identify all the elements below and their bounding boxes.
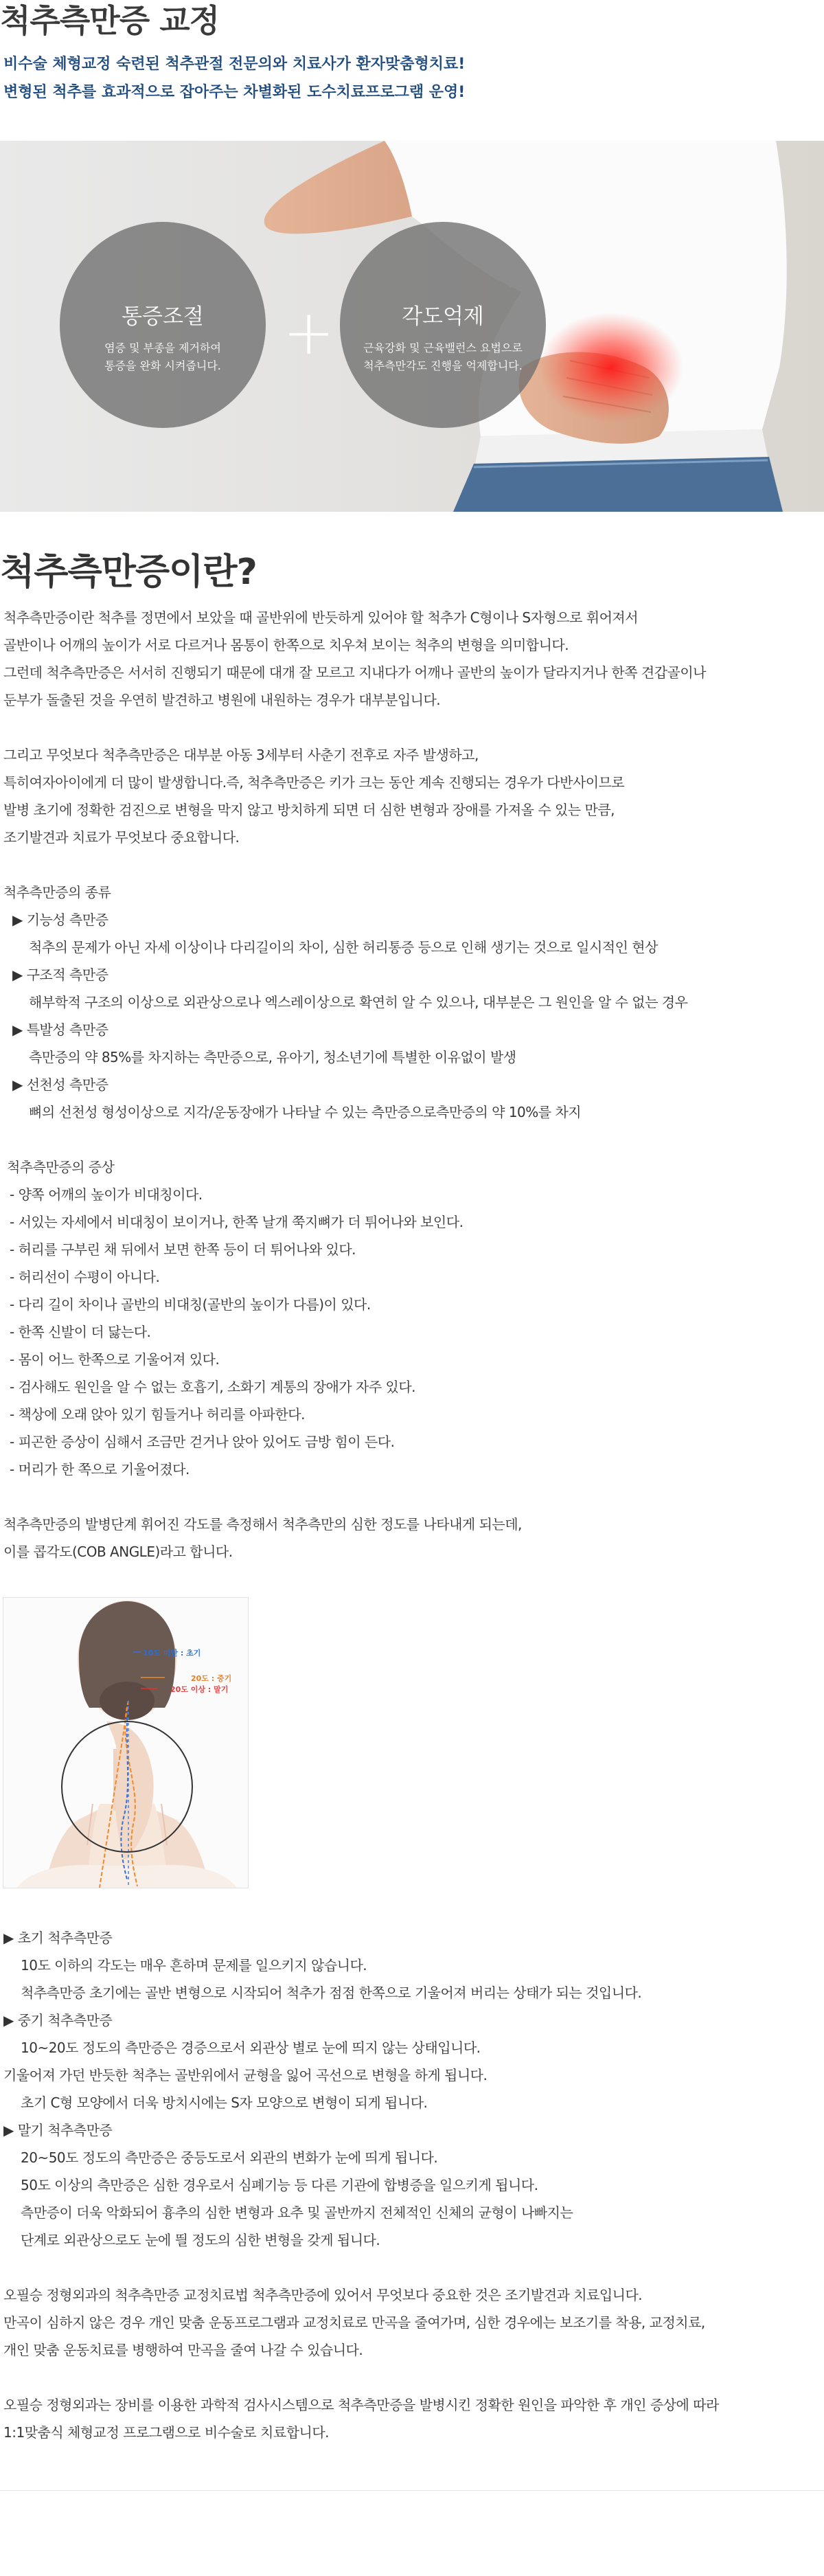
stage-name: ▶ 말기 척추측만증 <box>3 2122 113 2138</box>
type-desc: 해부학적 구조의 이상으로 외관상으로나 엑스레이상으로 확연히 알 수 있으나, 대부분은 그 원인을 알 수 없는 경우 <box>29 994 688 1010</box>
stage-line: 단계로 외관상으로도 눈에 띌 정도의 심한 변형을 갖게 됩니다. <box>21 2232 380 2248</box>
angle-control-title: 각도억제 <box>402 304 484 329</box>
symptom-item: - 검사해도 원인을 알 수 없는 호흡기, 소화기 계통의 장애가 자주 있다. <box>10 1379 416 1395</box>
page-title: 척추측만증 교정 <box>0 2 220 39</box>
spine-illustration <box>3 1598 248 1888</box>
stage-line: 10~20도 정도의 측만증은 경증으로서 외관상 별로 눈에 띄지 않는 상태입니다. <box>21 2040 481 2056</box>
text-line: 이를 콥각도(COB ANGLE)라고 합니다. <box>3 1544 233 1560</box>
text-line: 발병 초기에 정확한 검진으로 변형을 막지 않고 방치하게 되면 더 심한 변형과 장애를 가져올 수 있는 만큼, <box>3 802 615 818</box>
stage-line: 척추측만증 초기에는 골반 변형으로 시작되어 척추가 점점 한쪽으로 기울어져 버리는 상태가 되는 것입니다. <box>21 1985 642 2001</box>
angle-control-circle <box>340 222 546 428</box>
hero-banner <box>0 141 824 512</box>
pain-control-circle <box>60 222 266 428</box>
closing-line: 개인 맞춤 운동치료를 병행하여 만곡을 줄여 나갈 수 있습니다. <box>3 2342 363 2358</box>
text-line: 특히여자아이에게 더 많이 발생합니다.즉, 척추측만증은 키가 크는 동안 계속 진행되는 경우가 다반사이므로 <box>3 774 625 791</box>
stage-line: 초기 C형 모양에서 더욱 방치시에는 S자 모양으로 변형이 되게 됩니다. <box>21 2094 428 2111</box>
type-name: ▶ 구조적 측만증 <box>12 967 108 983</box>
type-name: ▶ 특발성 측만증 <box>12 1021 108 1038</box>
text-line: 척추측만증의 발병단계 휘어진 각도를 측정해서 척추측만의 심한 정도를 나타내게 되는데, <box>3 1516 522 1533</box>
text-line: 둔부가 돌출된 것을 우연히 발견하고 병원에 내원하는 경우가 대부분입니다. <box>3 692 441 708</box>
closing-line: 오필승 정형외과의 척추측만증 교정치료법 척추측만증에 있어서 무엇보다 중요한 것은 조기발견과 치료입니다. <box>3 2287 643 2303</box>
symptom-item: - 책상에 오래 앉아 있기 힘들거나 허리를 아파한다. <box>10 1406 305 1423</box>
type-name: ▶ 기능성 측만증 <box>12 912 108 928</box>
type-desc: 측만증의 약 85%를 차지하는 측만증으로, 유아기, 청소년기에 특별한 이유없이 발생 <box>29 1049 516 1065</box>
types-heading: 척추측만증의 종류 <box>3 884 111 901</box>
stage-line: 20~50도 정도의 측만증은 중등도로서 외관의 변화가 눈에 띄게 됩니다. <box>21 2149 438 2166</box>
text-line: 척추측만증이란 척추를 정면에서 보았을 때 골반위에 반듯하게 있어야 할 척추가 C형이나 S자형으로 휘어져서 <box>3 609 639 626</box>
closing-line: 만곡이 심하지 않은 경우 개인 맞춤 운동프로그램과 교정치료로 만곡을 줄여가며, 심한 경우에는 보조기를 착용, 교정치료, <box>3 2314 705 2331</box>
symptom-item: - 허리선이 수평이 아니다. <box>10 1269 160 1285</box>
symptoms-heading: 척추측만증의 증상 <box>7 1159 115 1175</box>
stage-line: 측만증이 더욱 악화되어 흉추의 심한 변형과 요추 및 골반까지 전체적인 신체의 균형이 나빠지는 <box>21 2204 573 2221</box>
stage-name: ▶ 중기 척추측만증 <box>3 2012 113 2029</box>
symptom-item: - 서있는 자세에서 비대칭이 보이거나, 한쪽 날개 쭉지뼈가 더 튀어나와 보인다. <box>10 1214 464 1230</box>
symptom-item: - 양쪽 어깨의 높이가 비대칭이다. <box>10 1186 203 1203</box>
text-line: 골반이나 어깨의 높이가 서로 다르거나 몸통이 한쪽으로 치우쳐 보이는 척추의 변형을 의미합니다. <box>3 637 569 653</box>
intro-line-2: 변형된 척추를 효과적으로 잡아주는 차별화된 도수치료프로그램 운영! <box>3 84 466 101</box>
intro-line-1: 비수술 체형교정 숙련된 척추관절 전문의와 치료사가 환자맞춤형치료! <box>3 56 466 73</box>
stage-name: ▶ 초기 척추측만증 <box>3 1930 113 1946</box>
type-desc: 척추의 문제가 아닌 자세 이상이나 다리길이의 차이, 심한 허리통증 등으로 인해 생기는 것으로 일시적인 현상 <box>29 939 658 956</box>
text-line: 그런데 척추측만증은 서서히 진행되기 때문에 대개 잘 모르고 지내다가 어깨나 골반의 높이가 달라지거나 한쪽 견갑골이나 <box>3 664 707 681</box>
cob-angle-figure <box>3 1597 249 1888</box>
symptom-item: - 머리가 한 쪽으로 기울어졌다. <box>10 1461 190 1478</box>
symptom-item: - 피곤한 증상이 심해서 조금만 걷거나 앉아 있어도 금방 힘이 든다. <box>10 1434 395 1450</box>
closing-line: 오필승 정형외과는 장비를 이용한 과학적 검사시스템으로 척추측만증을 발병시킨 정확한 원인을 파악한 후 개인 증상에 따라 <box>3 2397 719 2413</box>
symptom-item: - 한쪽 신발이 더 닳는다. <box>10 1324 151 1340</box>
stage-label-early: 10도 미만 : 초기 <box>143 1649 201 1658</box>
stage-line: 50도 이상의 측만증은 심한 경우로서 심폐기능 등 다른 기관에 합병증을 일으키게 됩니다. <box>21 2177 538 2193</box>
type-name: ▶ 선천성 측만증 <box>12 1076 108 1093</box>
type-desc: 뼈의 선천성 형성이상으로 지각/운동장애가 나타날 수 있는 측만증으로측만증의 약 10%를 차지 <box>29 1104 582 1120</box>
pain-control-desc: 염증 및 부종을 제거하여 통증을 완화 시켜줍니다. <box>104 341 221 372</box>
stage-line: 10도 이하의 각도는 매우 흔하며 문제를 일으키지 않습니다. <box>21 1957 367 1974</box>
symptom-item: - 허리를 구부린 채 뒤에서 보면 한쪽 등이 더 튀어나와 있다. <box>10 1241 356 1258</box>
stage-line: 기울어져 가던 반듯한 척추는 골반위에서 균형을 잃어 곡선으로 변형을 하게 됩니다. <box>3 2067 488 2083</box>
stage-label-late: 20도 이상 : 말기 <box>170 1685 229 1694</box>
closing-line: 1:1맞춤식 체형교정 프로그램으로 비수술로 치료합니다. <box>3 2424 330 2441</box>
symptom-item: - 몸이 어느 한쪽으로 기울어져 있다. <box>10 1351 220 1368</box>
symptom-item: - 다리 길이 차이나 골반의 비대칭(골반의 높이가 다름)이 있다. <box>10 1296 371 1313</box>
text-line: 그리고 무엇보다 척추측만증은 대부분 아동 3세부터 사춘기 전후로 자주 발생하고, <box>3 747 479 763</box>
footer-divider <box>0 2490 824 2491</box>
stage-label-mid: 20도 : 중기 <box>191 1674 232 1683</box>
angle-control-desc: 근육강화 및 근육밸런스 요법으로 척추측만각도 진행을 억제합니다. <box>363 341 523 372</box>
section-title: 척추측만증이란? <box>0 552 257 593</box>
plus-icon: + <box>283 297 335 369</box>
text-line: 조기발견과 치료가 무엇보다 중요합니다. <box>3 829 240 846</box>
pain-control-title: 통증조절 <box>122 304 204 329</box>
